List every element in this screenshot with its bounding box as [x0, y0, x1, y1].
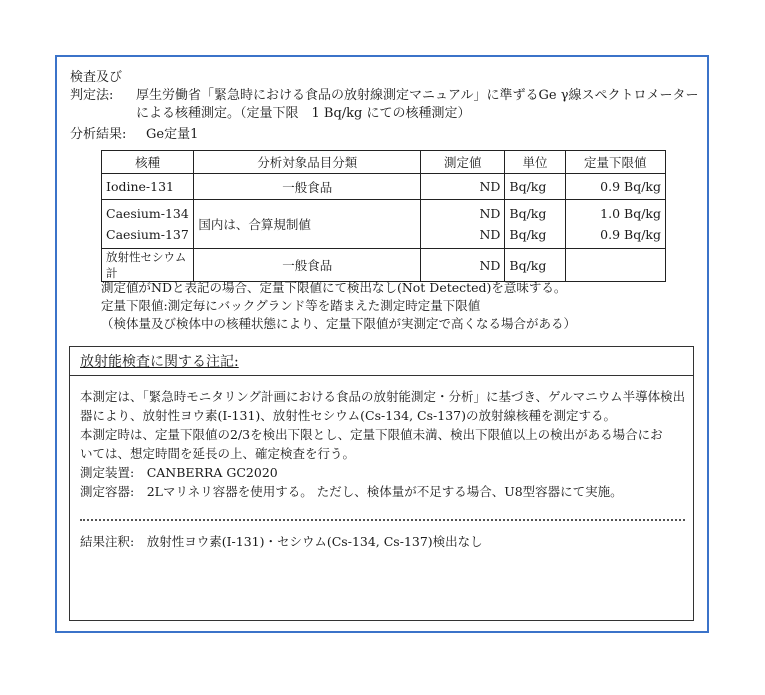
method-label-1: 検査及び	[70, 70, 123, 85]
limit-cs134: 1.0 Bq/kg	[600, 206, 661, 221]
method-text-2: による核種測定。（定量下限 1 Bq/kg にての核種測定）	[136, 106, 471, 121]
unit-cell: Bq/kg	[505, 249, 565, 282]
notes-line-device: 測定装置: CANBERRA GC2020	[80, 465, 278, 480]
dotted-divider	[80, 519, 685, 521]
notes-line: いては、想定時間を延長の上、確定検査を行う。	[80, 446, 356, 461]
nuclide-cs134: Caesium-134	[106, 206, 189, 221]
limit-cell: 0.9 Bq/kg	[565, 174, 665, 200]
header-unit: 単位	[505, 151, 565, 174]
result-label: 分析結果:	[70, 127, 127, 142]
heading-divider	[70, 375, 693, 376]
table-row	[102, 200, 666, 249]
value-cell: ND	[421, 249, 505, 282]
category-cell: 国内は、合算規制値	[194, 200, 421, 249]
value-cell: ND	[421, 174, 505, 200]
header-value: 測定値	[421, 151, 505, 174]
radiation-notes-box	[69, 346, 694, 621]
unit-cs134: Bq/kg	[509, 206, 547, 221]
notes-line: 器により、放射性ヨウ素(I-131)、放射性セシウム(Cs-134, Cs-137)の放射線核種を測定する。	[80, 408, 616, 423]
notes-line-container: 測定容器: 2Lマリネリ容器を使用する。 ただし、検体量が不足する場合、U8型容器にて実施。	[80, 484, 623, 499]
limit-cell	[565, 200, 665, 249]
results-table	[101, 150, 666, 282]
value-cs134: ND	[479, 206, 501, 221]
value-cs137: ND	[479, 227, 501, 242]
note-sample: （検体量及び検体中の核種状態により、定量下限値が実測定で高くなる場合がある）	[101, 316, 577, 331]
header-category: 分析対象品目分類	[194, 151, 421, 174]
header-limit: 定量下限値	[565, 151, 665, 174]
nuclide-cell: Iodine-131	[102, 174, 194, 200]
limit-cell	[565, 249, 665, 282]
notes-heading: 放射能検査に関する注記:	[80, 354, 239, 370]
table-row	[102, 174, 666, 200]
unit-cell	[505, 200, 565, 249]
note-nd: 測定値がNDと表記の場合、定量下限値にて検出なし(Not Detected)を意味する。	[101, 280, 567, 295]
method-text-1: 厚生労働省「緊急時における食品の放射線測定マニュアル」に準ずるGe γ線スペクトロメーター	[136, 88, 699, 103]
unit-cs137: Bq/kg	[509, 227, 547, 242]
value-cell	[421, 200, 505, 249]
unit-cell: Bq/kg	[505, 174, 565, 200]
notes-line: 本測定時は、定量下限値の2/3を検出下限とし、定量下限値未満、検出下限値以上の検出がある場合にお	[80, 427, 663, 442]
table-row	[102, 249, 666, 282]
limit-cs137: 0.9 Bq/kg	[600, 227, 661, 242]
header-nuclide: 核種	[102, 151, 194, 174]
nuclide-cell	[102, 200, 194, 249]
nuclide-cs137: Caesium-137	[106, 227, 189, 242]
notes-line: 本測定は、「緊急時モニタリング計画における食品の放射能測定・分析」に基づき、ゲルマニウム半導体検出	[80, 389, 686, 404]
result-value: Ge定量1	[146, 127, 199, 142]
nuclide-cell: 放射性セシウム計	[102, 249, 194, 282]
note-limit: 定量下限値:測定毎にバックグランド等を踏まえた測定時定量下限値	[101, 298, 481, 313]
category-cell: 一般食品	[194, 249, 421, 282]
result-note: 結果注釈: 放射性ヨウ素(I-131)・セシウム(Cs-134, Cs-137)検出なし	[80, 534, 483, 549]
category-cell: 一般食品	[194, 174, 421, 200]
table-header-row	[102, 151, 666, 174]
method-label-2: 判定法:	[70, 88, 114, 103]
